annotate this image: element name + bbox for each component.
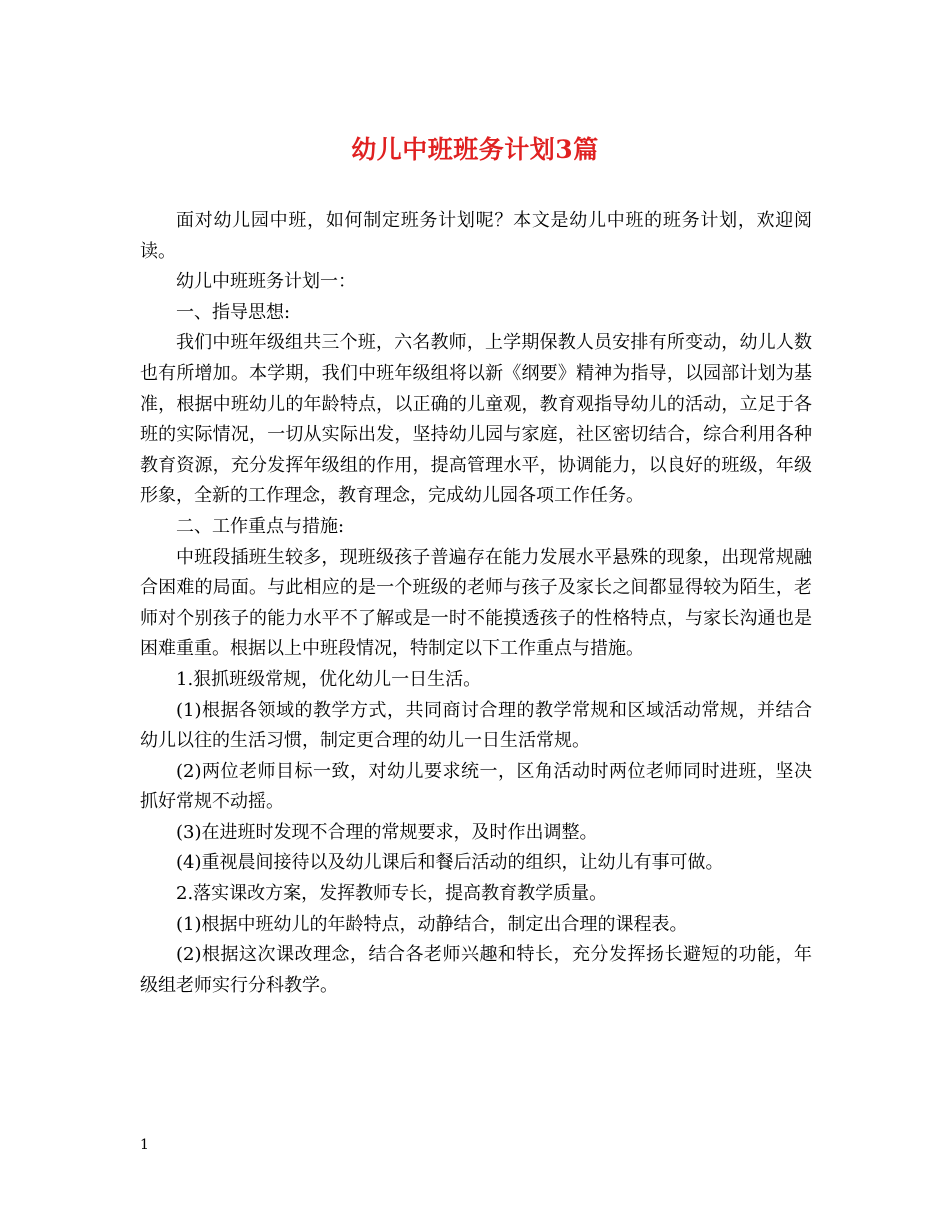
section-heading-work-focus: 二、工作重点与措施: <box>176 515 345 537</box>
document-title: 幼儿中班班务计划3篇 <box>351 135 599 164</box>
document-body <box>140 206 812 1001</box>
page-number: 1 <box>140 1137 149 1153</box>
paragraph-intro: 面对幼儿园中班，如何制定班务计划呢？本文是幼儿中班的班务计划，欢迎阅读。 <box>140 210 812 262</box>
paragraph-guiding-thought: 我们中班年级组共三个班，六名教师，上学期保教人员安排有所变动，幼儿人数也有所增加。本学期，我们中班年级组将以新《纲要》精神为指导，以园部计划为基准，根据中班幼儿的年龄特点，以正确的儿童观，教育观指导幼儿的活动，立足于各班的实际情况，一切从实际出发，坚持幼儿园与家庭，社区密切结合，综合利用各种教育资源，充分发挥年级组的作用，提高管理水平，协调能力，以良好的班级，年级形象，全新的工作理念，教育理念，完成幼儿园各项工作任务。 <box>140 332 812 507</box>
paragraph-plan-one-heading: 幼儿中班班务计划一： <box>176 271 356 293</box>
list-item-1-4: (4)重视晨间接待以及幼儿课后和餐后活动的组织，让幼儿有事可做。 <box>176 852 724 874</box>
list-item-1-1: (1)根据各领域的教学方式，共同商讨合理的教学常规和区域活动常规，并结合幼儿以往的生活习惯，制定更合理的幼儿一日生活常规。 <box>140 699 812 752</box>
list-item-1-3: (3)在进班时发现不合理的常规要求，及时作出调整。 <box>176 821 598 843</box>
list-item-1-2: (2)两位老师目标一致，对幼儿要求统一，区角活动时两位老师同时进班，坚决抓好常规不动摇。 <box>140 760 812 813</box>
list-item-2: 2.落实课改方案，发挥教师专长，提高教育教学质量。 <box>176 883 608 905</box>
list-item-2-2: (2)根据这次课改理念，结合各老师兴趣和特长，充分发挥扬长避短的功能，年级组老师实行分科教学。 <box>140 944 812 996</box>
list-item-1: 1.狠抓班级常规，优化幼儿一日生活。 <box>176 668 482 690</box>
section-heading-guiding-thought: 一、指导思想: <box>176 301 291 323</box>
paragraph-work-focus: 中班段插班生较多，现班级孩子普遍存在能力发展水平悬殊的现象，出现常规融合困难的局面。与此相应的是一个班级的老师与孩子及家长之间都显得较为陌生，老师对个别孩子的能力水平不了解或是一时不能摸透孩子的性格特点，与家长沟通也是困难重重。根据以上中班段情况，特制定以下工作重点与措施。 <box>140 546 812 660</box>
list-item-2-1: (1)根据中班幼儿的年龄特点，动静结合，制定出合理的课程表。 <box>176 913 688 935</box>
